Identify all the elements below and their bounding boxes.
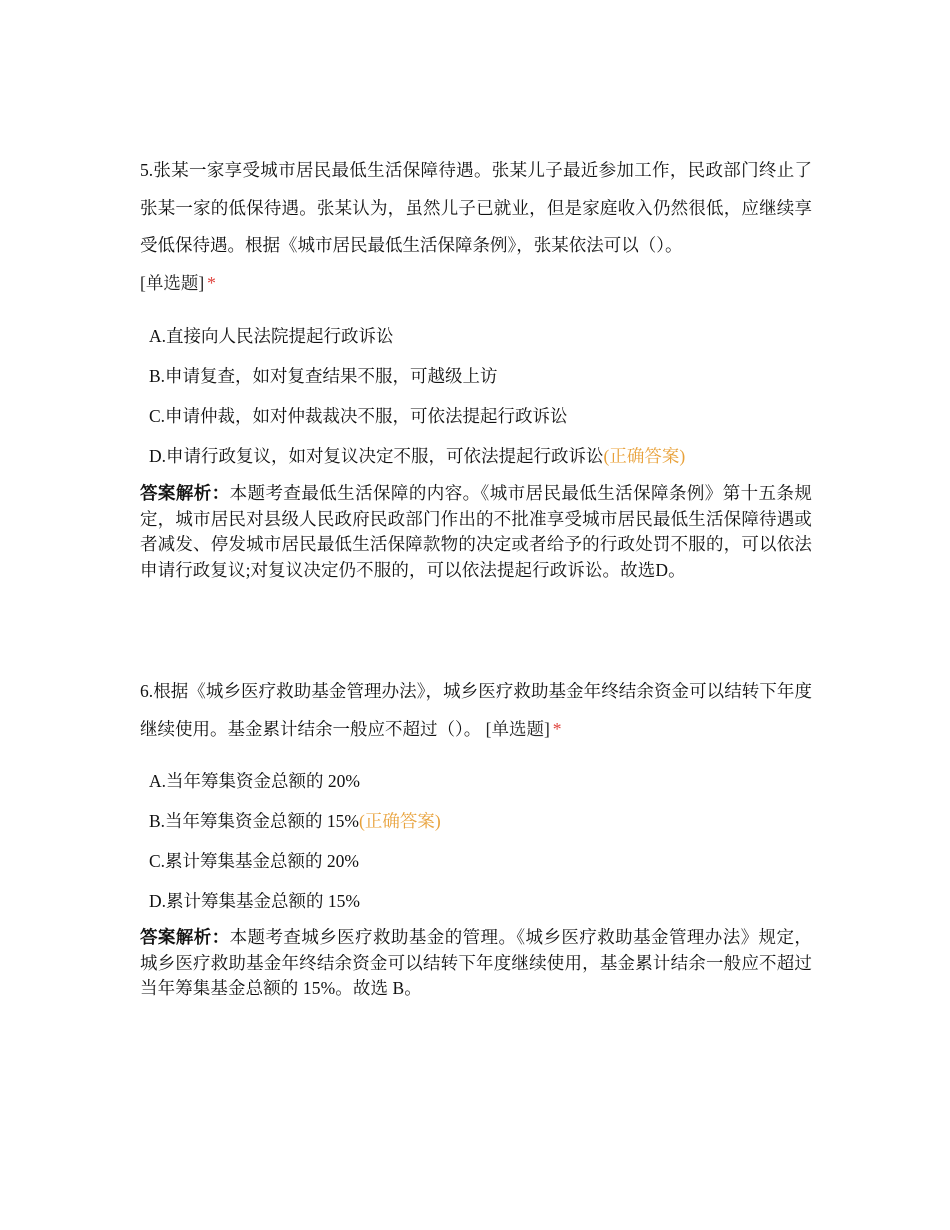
- option-c[interactable]: [140, 396, 812, 436]
- correct-answer-tag: (正确答案): [603, 446, 686, 466]
- question-stem: [140, 152, 812, 302]
- option-text: C.申请仲裁，如对仲裁裁决不服，可依法提起行政诉讼: [149, 406, 568, 426]
- question-5: [140, 152, 812, 583]
- option-a[interactable]: [140, 761, 812, 801]
- option-list: [140, 761, 812, 921]
- option-text: C.累计筹集基金总额的 20%: [149, 851, 359, 871]
- analysis-label: 答案解析：: [140, 927, 230, 947]
- option-text: D.申请行政复议，如对复议决定不服，可依法提起行政诉讼: [149, 446, 604, 466]
- option-text: A.直接向人民法院提起行政诉讼: [149, 326, 394, 346]
- option-a[interactable]: [140, 316, 812, 356]
- correct-answer-tag: (正确答案): [359, 811, 441, 831]
- option-text: A.当年筹集资金总额的 20%: [149, 771, 360, 791]
- option-list: [140, 316, 812, 476]
- required-mark: *: [207, 272, 216, 293]
- analysis-text: 本题考查最低生活保障的内容。《城市居民最低生活保障条例》第十五条规定，城市居民对县级人民政府民政部门作出的不批准享受城市居民最低生活保障待遇或者减发、停发城市居民最低生活保障款物的决定或者给予的行政处罚不服的，可以依法申请行政复议;对复议决定仍不服的，可以依法提起行政诉讼。故选D。: [140, 483, 812, 580]
- option-b[interactable]: [140, 801, 812, 841]
- option-text: B.申请复查，如对复查结果不服，可越级上访: [149, 366, 498, 386]
- option-c[interactable]: [140, 841, 812, 881]
- option-b[interactable]: [140, 356, 812, 396]
- option-text: B.当年筹集资金总额的 15%: [149, 811, 359, 831]
- option-d[interactable]: [140, 436, 812, 476]
- question-type-label: [单选题]: [485, 718, 550, 739]
- answer-analysis: [140, 925, 812, 1002]
- analysis-label: 答案解析：: [140, 483, 230, 503]
- question-type-label: [单选题]: [140, 272, 205, 293]
- analysis-text: 本题考查城乡医疗救助基金的管理。《城乡医疗救助基金管理办法》规定，城乡医疗救助基金年终结余资金可以结转下年度继续使用，基金累计结余一般应不超过当年筹集基金总额的 15%。故选 B。: [140, 927, 812, 998]
- question-stem-text: 6.根据《城乡医疗救助基金管理办法》，城乡医疗救助基金年终结余资金可以结转下年度继续使用。基金累计结余一般应不超过（）。: [140, 681, 812, 739]
- question-stem-text: 5.张某一家享受城市居民最低生活保障待遇。张某儿子最近参加工作，民政部门终止了张某一家的低保待遇。张某认为，虽然儿子已就业，但是家庭收入仍然很低，应继续享受低保待遇。根据《城市居民最低生活保障条例》，张某依法可以（）。: [140, 160, 812, 255]
- option-d[interactable]: [140, 881, 812, 921]
- answer-analysis: [140, 481, 812, 583]
- question-6: [140, 673, 812, 1002]
- option-text: D.累计筹集基金总额的 15%: [149, 891, 360, 911]
- required-mark: *: [552, 718, 562, 739]
- question-stem: [140, 673, 812, 748]
